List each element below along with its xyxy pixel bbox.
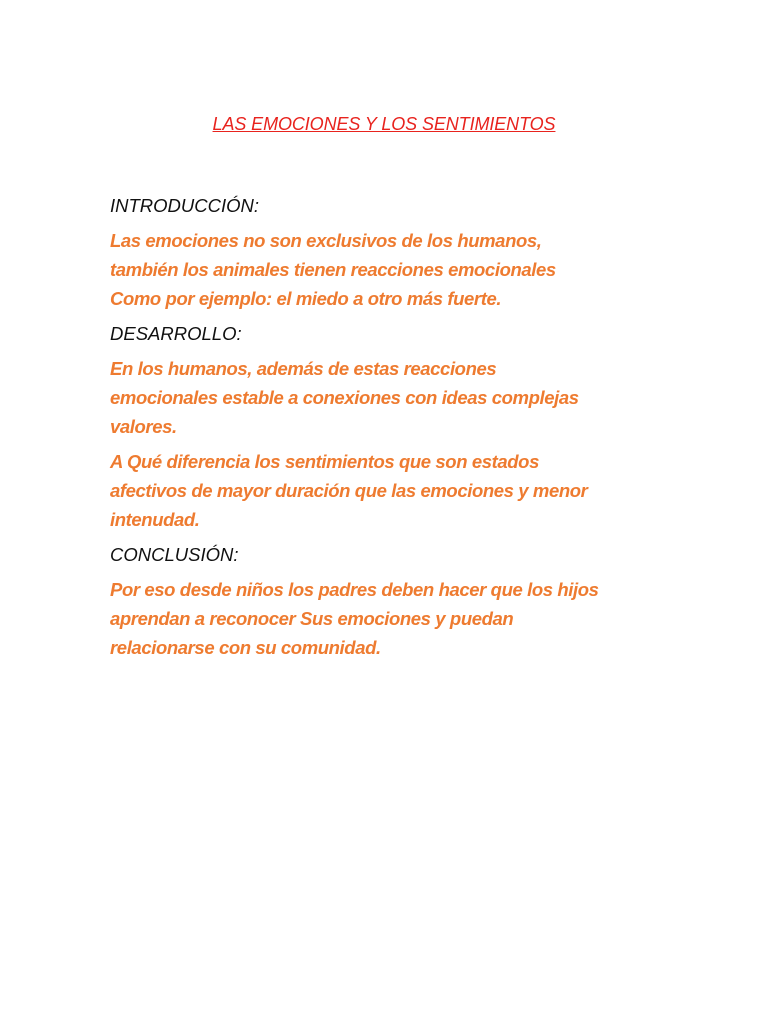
document-title: LAS EMOCIONES Y LOS SENTIMIENTOS [212,114,556,134]
section-heading-desarrollo: DESARROLLO: [110,323,242,344]
section-heading-conclusion: CONCLUSIÓN: [110,544,239,565]
paragraph-line: valores. [110,416,177,437]
paragraph-line: Por eso desde niños los padres deben hacer que los hijos [110,579,599,600]
paragraph-line: emocionales estable a conexiones con ideas complejas [110,387,579,408]
paragraph-line: Como por ejemplo: el miedo a otro más fuerte. [110,288,502,309]
paragraph-line: Las emociones no son exclusivos de los humanos, [110,230,542,251]
paragraph-line: aprendan a reconocer Sus emociones y puedan [110,608,514,629]
paragraph-line: A Qué diferencia los sentimientos que son estados [110,451,539,472]
paragraph-conclusion [110,575,710,662]
paragraph-desarrollo-2 [110,447,710,534]
paragraph-introduccion [110,226,710,313]
paragraph-desarrollo-1 [110,354,710,441]
paragraph-line: intenudad. [110,509,200,530]
paragraph-line: relacionarse con su comunidad. [110,637,381,658]
paragraph-line: afectivos de mayor duración que las emociones y menor [110,480,588,501]
paragraph-line: En los humanos, además de estas reacciones [110,358,497,379]
section-heading-introduccion: INTRODUCCIÓN: [110,195,260,216]
paragraph-line: también los animales tienen reacciones emocionales [110,259,556,280]
document-content [110,191,710,668]
